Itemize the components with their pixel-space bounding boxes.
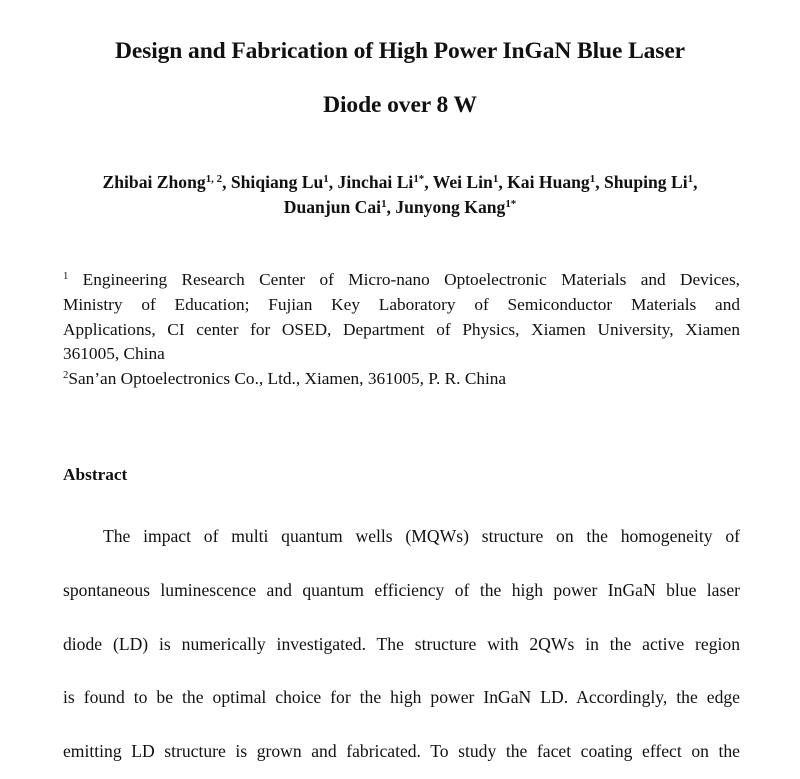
affiliation-2-line [63,367,740,392]
abstract-line: emitting LD structure is grown and fabricated. To study the facet coating effect on the [63,741,740,762]
affiliation-text: Engineering Research Center of Micro-nano Optoelectronic Materials and Devices, [68,270,740,289]
author-line-1 [40,170,760,195]
abstract-heading: Abstract [63,465,128,484]
affiliations [63,268,740,392]
affiliation-1-line: 361005, China [63,344,165,364]
affiliation-1-line: Ministry of Education; Fujian Key Laboratory of Semiconductor Materials and [63,294,740,314]
affiliation-text: San’an Optoelectronics Co., Ltd., Xiamen, 361005, P. R. China [68,369,507,389]
paper-title [40,24,760,132]
author-name: Junyong Kang [395,197,506,217]
author-affiliation-marker: 1 [381,198,387,210]
affiliation-marker: 1 [63,270,69,283]
affiliation-1-line: Applications, CI center for OSED, Department of Physics, Xiamen University, Xiamen [63,319,740,339]
author-affiliation-marker: 1 [589,173,596,185]
affiliation-1-line [63,268,740,293]
author-affiliation-marker: 1 [492,173,499,185]
author-separator: , [693,172,698,192]
abstract-line: diode (LD) is numerically investigated. The structure with 2QWs in the active region [63,633,740,654]
author-affiliation-marker: 1* [413,173,425,185]
abstract-line: is found to be the optimal choice for the high power InGaN LD. Accordingly, the edge [63,687,740,708]
author-name: Shuping Li [603,172,688,192]
title-line-2: Diode over 8 W [323,92,477,118]
author-separator: , [222,172,231,192]
title-line-1: Design and Fabrication of High Power InGaN Blue Laser [114,38,686,64]
author-affiliation-marker: 1 [687,173,694,185]
author-separator: , [386,197,396,217]
author-list [40,170,760,220]
author-name: Shiqiang Lu [230,172,324,192]
author-separator: , [595,172,604,192]
affiliation-marker: 2 [63,369,69,382]
author-name: Zhibai Zhong [102,172,206,192]
author-affiliation-marker: 1 [323,173,329,185]
author-affiliation-marker: 1* [505,198,517,210]
author-affiliation-marker: 1, 2 [205,173,223,185]
author-name: Jinchai Li [337,172,414,192]
author-separator: , [328,172,338,192]
abstract-line: The impact of multi quantum wells (MQWs) structure on the homogeneity of [103,526,740,546]
author-name: Kai Huang [507,172,590,192]
abstract-body [63,510,740,779]
author-separator: , [498,172,508,192]
author-line-2 [40,195,760,220]
author-name: Duanjun Cai [283,197,382,217]
abstract-line: spontaneous luminescence and quantum efficiency of the high power InGaN blue laser [63,579,740,600]
author-separator: , [424,172,433,192]
author-name: Wei Lin [432,172,493,192]
